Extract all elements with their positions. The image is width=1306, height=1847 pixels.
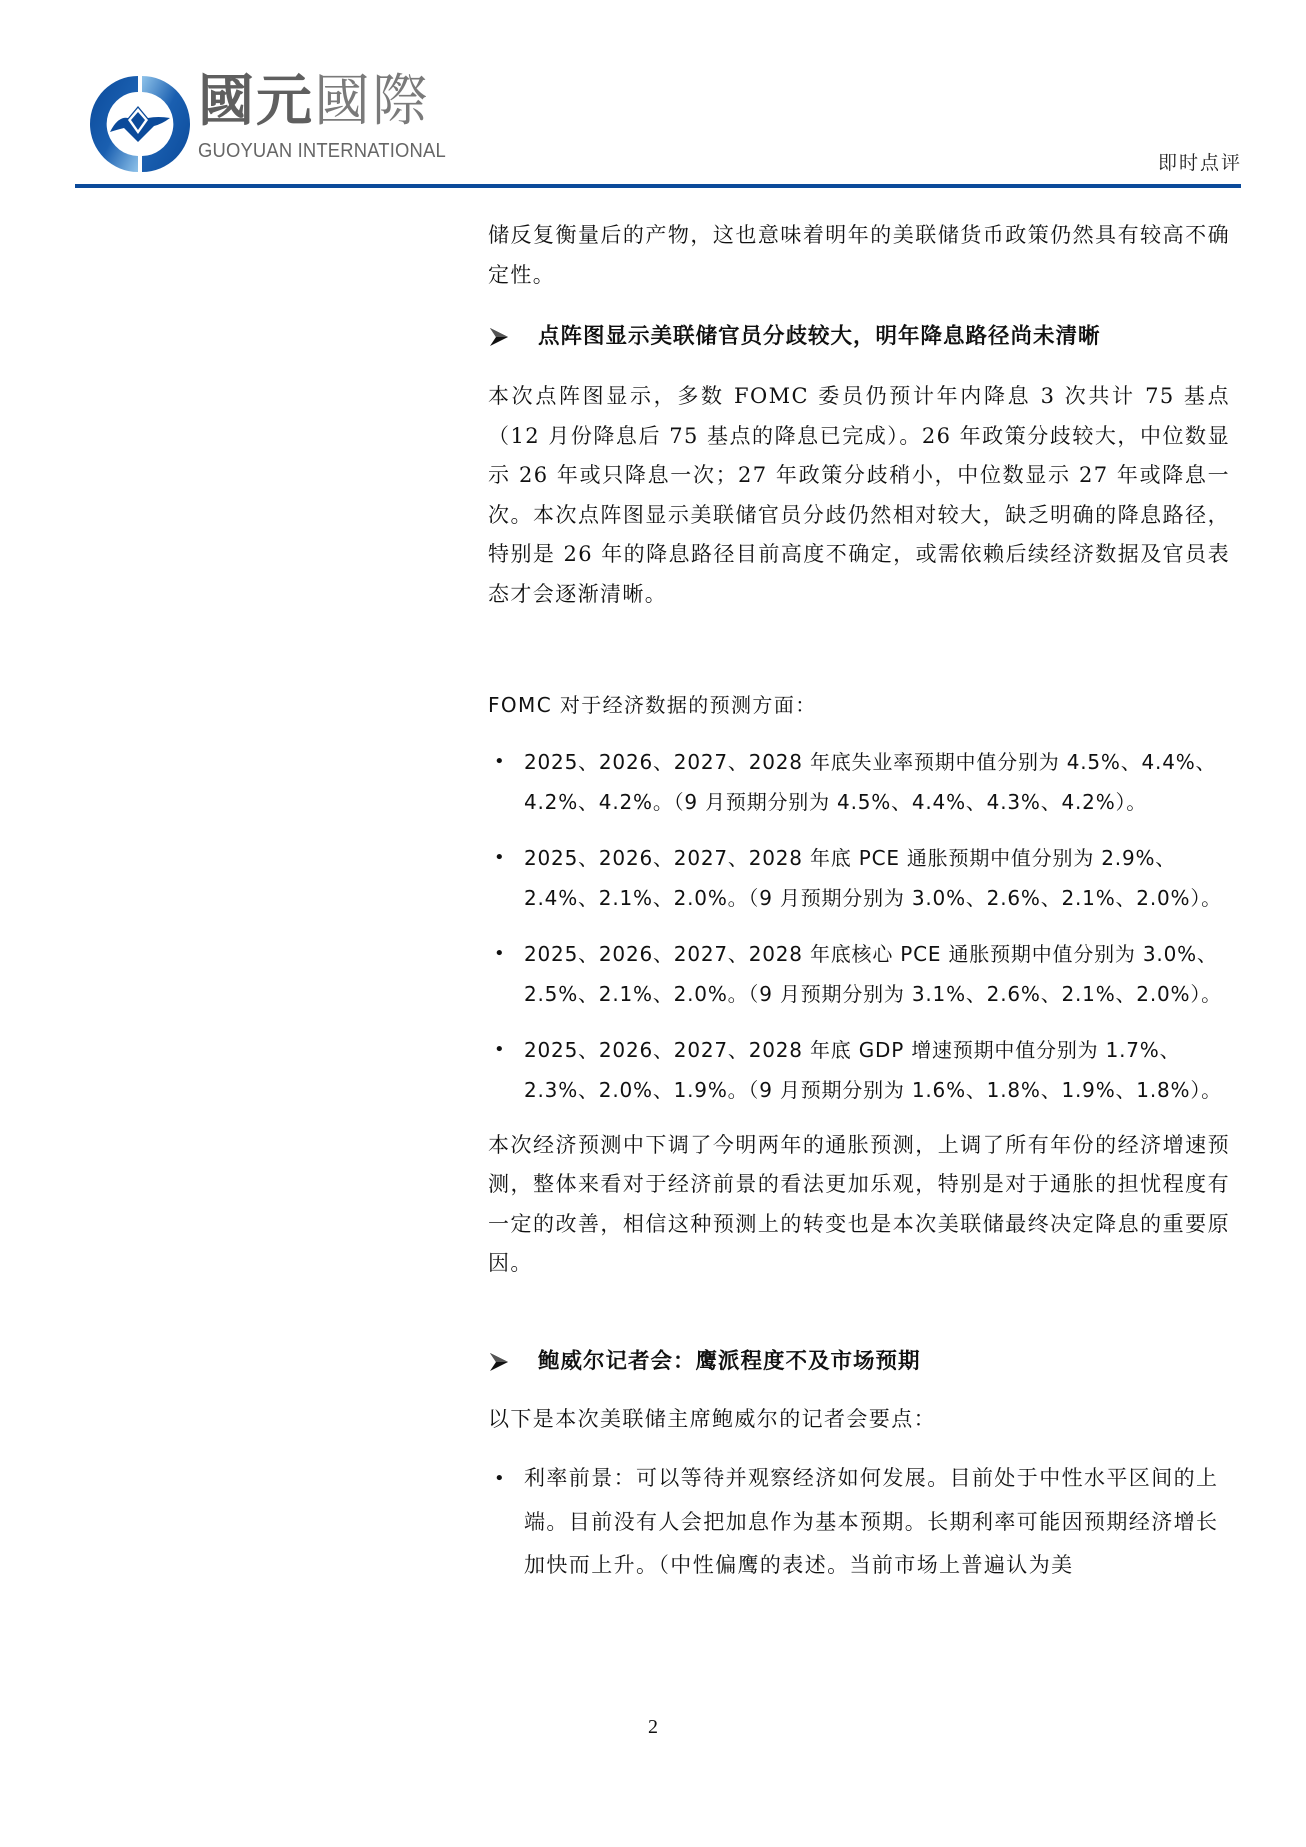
bullet-dot-icon: • (494, 1038, 506, 1060)
arrow-bullet-icon (488, 1351, 510, 1373)
arrow-bullet-icon (488, 326, 510, 348)
bullet-dot-icon: • (494, 942, 506, 964)
list-item (488, 838, 1230, 918)
list-item (488, 1030, 1230, 1110)
section-heading-dot-plot (488, 317, 1230, 357)
section-heading-text: 鲍威尔记者会：鹰派程度不及市场预期 (538, 1348, 921, 1374)
press-conference-intro: 以下是本次美联储主席鲍威尔的记者会要点： (488, 1406, 936, 1431)
brand-name-cn (198, 69, 430, 134)
content-column (488, 216, 1230, 1588)
press-point-rate-outlook: 利率前景：可以等待并观察经济如何发展。目前处于中性水平区间的上端。目前没有人会把加息作为基本预期。长期利率可能因预期经济增长加快而上升。（中性偏鹰的表述。当前市场上普遍认为美 (524, 1466, 1219, 1577)
header-divider (75, 184, 1241, 188)
forecast-list (488, 742, 1230, 1110)
forecast-unemployment: 2025、2026、2027、2028 年底失业率预期中值分别为 4.5%、4.4%、4.2%、4.2%。（9 月预期分别为 4.5%、4.4%、4.3%、4.2%）。 (524, 749, 1217, 814)
document-type-label: 即时点评 (1157, 152, 1242, 174)
guoyuan-logo-icon (88, 72, 192, 176)
forecast-gdp: 2025、2026、2027、2028 年底 GDP 增速预期中值分别为 1.7%、2.3%、2.0%、1.9%。（9 月预期分别为 1.6%、1.8%、1.9%、1.8%）。 (524, 1037, 1222, 1102)
continued-paragraph: 储反复衡量后的产物，这也意味着明年的美联储货币政策仍然具有较高不确定性。 (488, 223, 1230, 287)
press-conference-list (488, 1457, 1230, 1588)
forecast-core-pce: 2025、2026、2027、2028 年底核心 PCE 通胀预期中值分别为 3.0%、2.5%、2.1%、2.0%。（9 月预期分别为 3.1%、2.6%、2.1%、2.0%）。 (524, 941, 1222, 1006)
forecast-pce: 2025、2026、2027、2028 年底 PCE 通胀预期中值分别为 2.9%、2.4%、2.1%、2.0%。（9 月预期分别为 3.0%、2.6%、2.1%、2.0%）。 (524, 845, 1222, 910)
list-item (488, 934, 1230, 1014)
dot-plot-paragraph: 本次点阵图显示，多数 FOMC 委员仍预计年内降息 3 次共计 75 基点（12 月份降息后 75 基点的降息已完成）。26 年政策分歧较大，中位数显示 26 年或只降息一次；27 年政策分歧稍小，中位数显示 27 年或降息一次。本次点阵图显示美联储官员分歧仍然相对较大，缺乏明确的降息路径，特别是 26 年的降息路径目前高度不确定，或需依赖后续经济数据及官员表态才会逐渐清晰。 (488, 384, 1230, 606)
bullet-dot-icon: • (494, 1468, 506, 1489)
section-heading-text: 点阵图显示美联储官员分歧较大，明年降息路径尚未清晰 (538, 324, 1101, 349)
list-item (488, 1457, 1230, 1588)
section-heading-press-conference (488, 1342, 1230, 1382)
bullet-dot-icon: • (494, 846, 506, 868)
brand-name-cn-bold: 國元 (198, 69, 314, 134)
brand-name-cn-light: 國際 (314, 69, 430, 134)
forecast-lead: FOMC 对于经济数据的预测方面： (488, 693, 817, 717)
list-item (488, 742, 1230, 822)
brand-name-en: GUOYUAN INTERNATIONAL (198, 140, 446, 162)
page-number: 2 (648, 1716, 658, 1738)
forecast-summary: 本次经济预测中下调了今明两年的通胀预测，上调了所有年份的经济增速预测，整体来看对于经济前景的看法更加乐观，特别是对于通胀的担忧程度有一定的改善，相信这种预测上的转变也是本次美联储最终决定降息的重要原因。 (488, 1132, 1230, 1275)
bullet-dot-icon: • (494, 750, 506, 772)
